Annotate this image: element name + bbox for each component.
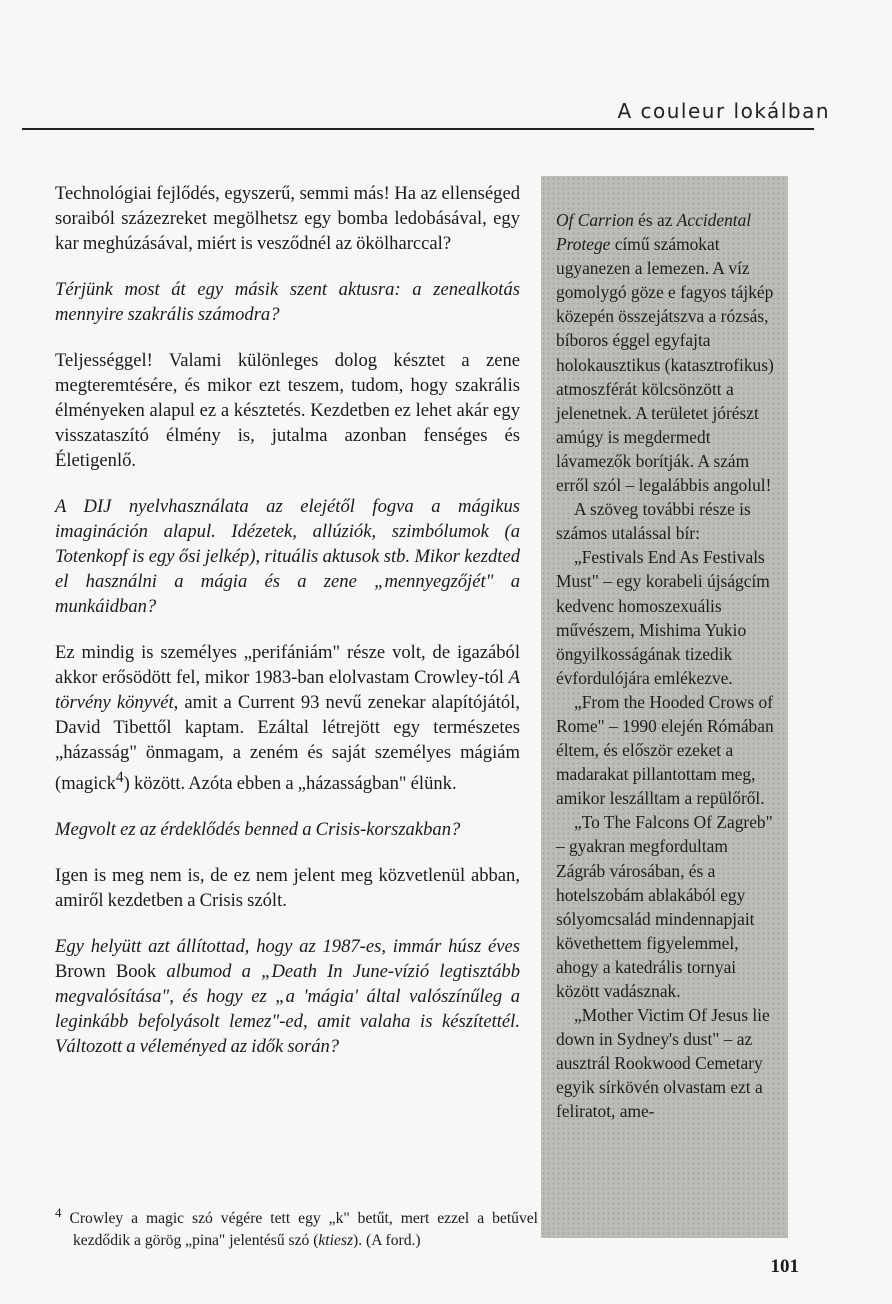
footnote-text: Crowley a magic szó végére tett egy „k" betűt, mert ezzel a betűvel kezdődik a görög „pina" jelentésű szó ( [61,1210,538,1250]
sidebar-paragraph: „From the Hooded Crows of Rome" – 1990 elején Rómában éltem, és először ezeket a madarakat pillantottam meg, amikor leszálltam a repülőről. [556,691,774,809]
header-rule [22,128,814,130]
footnote-text: ). (A ford.) [353,1232,421,1250]
footnote [55,1202,538,1252]
track-title: Of Carrion [556,210,634,230]
text: és az [633,210,677,230]
sidebar-paragraph: „To The Falcons Of Zagreb" – gyakran megfordultam Zágráb városában, és a hotelszobám ablakából egy sólyomcsalád mindennapjait követhettem figyelemmel, ahogy a katedrális tornyai között vadásznak. [556,812,773,1001]
sidebar-paragraph: „Festivals End As Festivals Must" – egy korabeli újságcím kedvenc homoszexuális művészem, Mishima Yukio öngyilkosságának tizedik évfordulójára emlékezve. [556,547,770,688]
running-head: A couleur lokálban [617,99,830,123]
paragraph: Teljességgel! Valami különleges dolog késztet a zene megteremtésére, és mikor ezt teszem, tudom, hogy szakrális élményeken alapul ez a késztetés. Kezdetben ez lehet akár egy visszataszító élmény is, jutalma azonban fenséges és Életigenlő. [55,350,520,471]
text: című számokat ugyanezen a lemezen. A víz gomolygó göze e fagyos tájkép közepén összejátszva a rózsás, bíboros éggel egyfajta holokausztikus (katasztrofikus) atmoszférát kölcsönzött a jelenetnek. A területet jórészt amúgy is megdermedt lávamezők borítják. A szám erről szól – legalábbis angolul! [556,234,774,496]
paragraph: Igen is meg nem is, de ez nem jelent meg közvetlenül abban, amiről kezdetben a Crisis szólt. [55,865,520,912]
text: Egy helyütt azt állítottad, hogy az 1987-es, immár húsz éves [55,936,520,958]
sidebar-box [541,176,788,1238]
album-name: Brown Book [55,961,157,983]
text: , amit a Current 93 nevű zenekar alapítójától, David Tibettől kaptam. Ezáltal létrejött egy természetes „házasság" önmagam, a zeném és saját személyes mágiám (magick [55,692,520,795]
page-number: 101 [770,1256,799,1277]
question [55,934,520,1059]
footnote-term: ktiesz [318,1232,354,1250]
paragraph [55,640,520,796]
sidebar-paragraph: A szöveg további része is számos utalással bír: [556,499,751,544]
question: Megvolt ez az érdeklődés benned a Crisis-korszakban? [55,819,461,841]
track-title: Accidental Protege [556,210,752,255]
footnote-ref: 4 [115,769,124,786]
sidebar-paragraph [556,208,778,497]
text: Ez mindig is személyes „perifániám" része volt, de igazából akkor erősödött fel, mikor 1983-ban elolvastam Crowley-tól [55,642,520,688]
footnote-number: 4 [55,1205,62,1220]
book-title: A törvény könyvét [55,667,520,713]
text: ) között. Azóta ebben a „házasságban" élünk. [123,773,457,795]
text: albumod a „Death In June-vízió legtisztább megvalósítása", és hogy ez „a 'mágia' által valószínűleg a leginkább befolyásolt lemez"-ed, amit valaha is készítettél. Változott a véleményed az idők során? [55,961,520,1058]
paragraph: Technológiai fejlődés, egyszerű, semmi más! Ha az ellenséged soraiból százezreket megölhetsz egy bomba ledobásával, egy kar meghúzásával, miért is vesződnél az ökölharccal? [55,183,520,254]
question: A DIJ nyelvhasználata az elejétől fogva a mágikus imagináción alapul. Idézetek, allúziók, szimbólumok (a Totenkopf is egy ősi jelkép), rituális aktusok stb. Mikor kezdted el használni a mágia és a zene „mennyegzőjét" a munkáidban? [55,496,520,617]
sidebar-paragraph: „Mother Victim Of Jesus lie down in Sydney's dust" – az ausztrál Rookwood Cemetary egyik sírkövén olvastam ezt a feliratot, ame- [556,1005,770,1122]
question: Térjünk most át egy másik szent aktusra: a zenealkotás mennyire szakrális számodra? [55,279,520,325]
main-column [55,181,520,1080]
